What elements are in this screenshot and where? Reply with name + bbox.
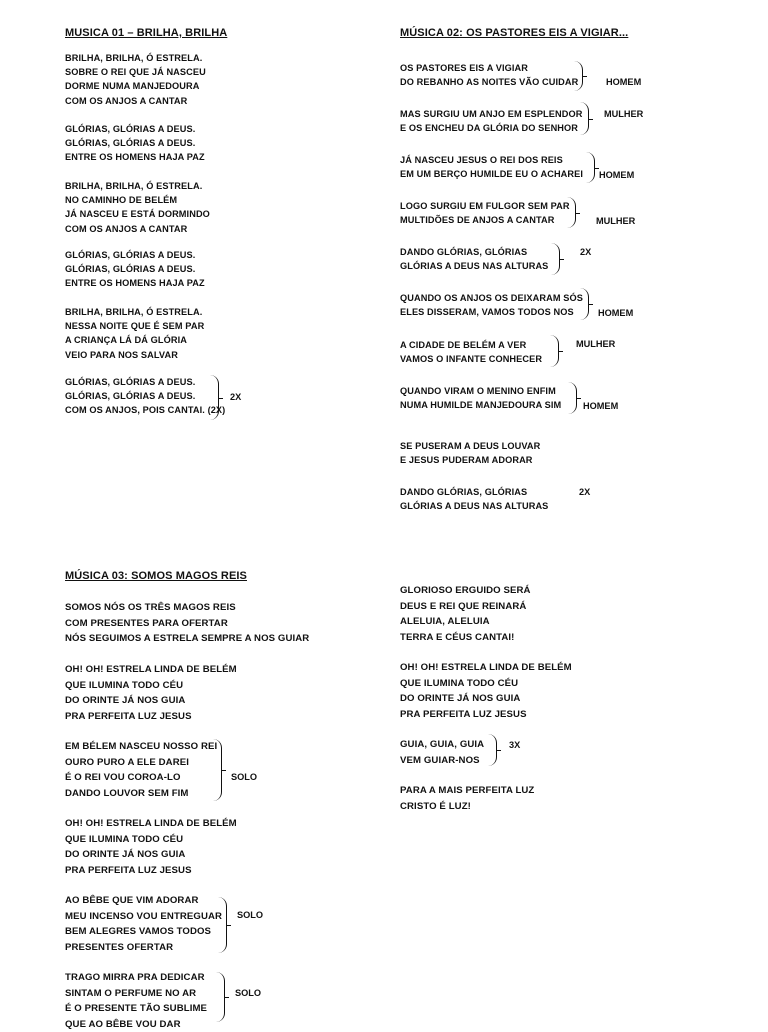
lyric-line: GUIA, GUIA, GUIA bbox=[400, 737, 484, 753]
lyric-line: PRA PERFEITA LUZ JESUS bbox=[65, 709, 237, 725]
lyric-line: LOGO SURGIU EM FULGOR SEM PAR bbox=[400, 199, 570, 213]
lyric-line: PRA PERFEITA LUZ JESUS bbox=[65, 863, 237, 879]
brace-icon bbox=[550, 335, 559, 367]
lyric-line: ENTRE OS HOMENS HAJA PAZ bbox=[65, 276, 205, 290]
voice-tag: HOMEM bbox=[599, 170, 634, 180]
lyric-line: GLORIOSO ERGUIDO SERÁ bbox=[400, 583, 531, 599]
lyric-line: EM BÉLEM NASCEU NOSSO REI bbox=[65, 739, 217, 755]
lyric-line: DO ORINTE JÁ NOS GUIA bbox=[400, 691, 572, 707]
lyric-line: PRA PERFEITA LUZ JESUS bbox=[400, 707, 572, 723]
song3-right-stanza-4 bbox=[400, 783, 534, 814]
lyric-line: A CRIANÇA LÁ DÁ GLÓRIA bbox=[65, 333, 204, 347]
lyric-line: GLÓRIAS, GLÓRIAS A DEUS. bbox=[65, 122, 205, 136]
lyric-line: MAS SURGIU UM ANJO EM ESPLENDOR bbox=[400, 107, 582, 121]
song2-stanza-7 bbox=[400, 338, 542, 366]
lyric-line: VEM GUIAR-NOS bbox=[400, 753, 484, 769]
song3-stanza-3 bbox=[65, 739, 217, 801]
lyric-line: ENTRE OS HOMENS HAJA PAZ bbox=[65, 150, 205, 164]
lyric-line: BRILHA, BRILHA, Ó ESTRELA. bbox=[65, 305, 204, 319]
lyric-line: JÁ NASCEU JESUS O REI DOS REIS bbox=[400, 153, 583, 167]
lyric-line: DORME NUMA MANJEDOURA bbox=[65, 79, 206, 93]
voice-tag: MULHER bbox=[596, 216, 635, 226]
voice-tag: HOMEM bbox=[598, 308, 633, 318]
lyric-line: ELES DISSERAM, VAMOS TODOS NOS bbox=[400, 305, 583, 319]
lyric-line: QUE ILUMINA TODO CÉU bbox=[400, 676, 572, 692]
lyric-line: E OS ENCHEU DA GLÓRIA DO SENHOR bbox=[400, 121, 582, 135]
brace-icon bbox=[213, 739, 222, 801]
repeat-tag: 2X bbox=[230, 392, 241, 402]
song1-stanza-1 bbox=[65, 51, 206, 108]
song3-right-stanza-2 bbox=[400, 660, 572, 722]
lyric-line: QUE ILUMINA TODO CÉU bbox=[65, 832, 237, 848]
lyric-line: OH! OH! ESTRELA LINDA DE BELÉM bbox=[65, 816, 237, 832]
song2-stanza-3 bbox=[400, 153, 583, 181]
voice-tag: SOLO bbox=[237, 910, 263, 920]
lyric-line: VEIO PARA NOS SALVAR bbox=[65, 348, 204, 362]
lyric-line: GLÓRIAS, GLÓRIAS A DEUS. bbox=[65, 375, 225, 389]
lyric-line: GLÓRIAS A DEUS NAS ALTURAS bbox=[400, 499, 548, 513]
song3-stanza-6 bbox=[65, 970, 207, 1032]
song1-stanza-5 bbox=[65, 305, 204, 362]
lyric-line: ALELUIA, ALELUIA bbox=[400, 614, 531, 630]
lyric-line: SOMOS NÓS OS TRÊS MAGOS REIS bbox=[65, 600, 309, 616]
song2-title: MÚSICA 02: OS PASTORES EIS A VIGIAR... bbox=[400, 27, 628, 39]
voice-tag: MULHER bbox=[576, 339, 615, 349]
lyric-line: OH! OH! ESTRELA LINDA DE BELÉM bbox=[400, 660, 572, 676]
voice-tag: HOMEM bbox=[606, 77, 641, 87]
song3-stanza-5 bbox=[65, 893, 222, 955]
lyric-line: QUE ILUMINA TODO CÉU bbox=[65, 678, 237, 694]
voice-tag: HOMEM bbox=[583, 401, 618, 411]
lyric-line: MEU INCENSO VOU ENTREGUAR bbox=[65, 909, 222, 925]
lyric-line: BRILHA, BRILHA, Ó ESTRELA. bbox=[65, 179, 210, 193]
lyric-line: DANDO GLÓRIAS, GLÓRIAS bbox=[400, 245, 548, 259]
lyric-line: TRAGO MIRRA PRA DEDICAR bbox=[65, 970, 207, 986]
brace-icon bbox=[488, 734, 497, 766]
brace-icon bbox=[586, 152, 595, 183]
voice-tag: MULHER bbox=[604, 109, 643, 119]
brace-icon bbox=[580, 102, 589, 135]
lyric-line: MULTIDÕES DE ANJOS A CANTAR bbox=[400, 213, 570, 227]
lyric-line: É O REI VOU COROA-LO bbox=[65, 770, 217, 786]
lyric-line: DANDO LOUVOR SEM FIM bbox=[65, 786, 217, 802]
lyric-line: CRISTO É LUZ! bbox=[400, 799, 534, 815]
lyric-line: NO CAMINHO DE BELÉM bbox=[65, 193, 210, 207]
lyric-line: NESSA NOITE QUE É SEM PAR bbox=[65, 319, 204, 333]
song2-stanza-9 bbox=[400, 439, 540, 467]
brace-icon bbox=[574, 61, 583, 91]
lyric-line: PRESENTES OFERTAR bbox=[65, 940, 222, 956]
lyric-line: DO REBANHO AS NOITES VÃO CUIDAR bbox=[400, 75, 578, 89]
song2-stanza-2 bbox=[400, 107, 582, 135]
song3-right-stanza-3 bbox=[400, 737, 484, 768]
brace-icon bbox=[218, 897, 227, 953]
lyric-line: SE PUSERAM A DEUS LOUVAR bbox=[400, 439, 540, 453]
lyric-line: GLÓRIAS, GLÓRIAS A DEUS. bbox=[65, 262, 205, 276]
song1-stanza-3 bbox=[65, 179, 210, 236]
song1-stanza-4 bbox=[65, 248, 205, 291]
lyric-line: AO BÊBE QUE VIM ADORAR bbox=[65, 893, 222, 909]
song3-title: MÚSICA 03: SOMOS MAGOS REIS bbox=[65, 570, 247, 582]
lyric-line: OURO PURO A ELE DAREI bbox=[65, 755, 217, 771]
repeat-tag: 2X bbox=[580, 247, 591, 257]
lyric-line: QUANDO OS ANJOS OS DEIXARAM SÓS bbox=[400, 291, 583, 305]
lyric-line: COM OS ANJOS A CANTAR bbox=[65, 222, 210, 236]
lyric-line: DO ORINTE JÁ NOS GUIA bbox=[65, 693, 237, 709]
song1-stanza-6 bbox=[65, 375, 225, 418]
brace-icon bbox=[567, 197, 576, 228]
repeat-tag: 2X bbox=[579, 487, 590, 497]
lyric-line: GLÓRIAS A DEUS NAS ALTURAS bbox=[400, 259, 548, 273]
song2-stanza-6 bbox=[400, 291, 583, 319]
lyric-line: A CIDADE DE BELÉM A VER bbox=[400, 338, 542, 352]
lyric-line: PARA A MAIS PERFEITA LUZ bbox=[400, 783, 534, 799]
lyric-line: DANDO GLÓRIAS, GLÓRIAS bbox=[400, 485, 548, 499]
lyric-line: OS PASTORES EIS A VIGIAR bbox=[400, 61, 578, 75]
lyric-line: DO ORINTE JÁ NOS GUIA bbox=[65, 847, 237, 863]
voice-tag: SOLO bbox=[235, 988, 261, 998]
lyric-line: QUE AO BÊBE VOU DAR bbox=[65, 1017, 207, 1032]
lyric-line: É O PRESENTE TÃO SUBLIME bbox=[65, 1001, 207, 1017]
lyric-line: OH! OH! ESTRELA LINDA DE BELÉM bbox=[65, 662, 237, 678]
lyric-line: COM PRESENTES PARA OFERTAR bbox=[65, 616, 309, 632]
lyric-line: SOBRE O REI QUE JÁ NASCEU bbox=[65, 65, 206, 79]
song3-right-stanza-1 bbox=[400, 583, 531, 645]
lyric-line: E JESUS PUDERAM ADORAR bbox=[400, 453, 540, 467]
lyric-line: COM OS ANJOS A CANTAR bbox=[65, 94, 206, 108]
lyric-line: NÓS SEGUIMOS A ESTRELA SEMPRE A NOS GUIAR bbox=[65, 631, 309, 647]
lyric-line: BRILHA, BRILHA, Ó ESTRELA. bbox=[65, 51, 206, 65]
lyric-line: GLÓRIAS, GLÓRIAS A DEUS. bbox=[65, 389, 225, 403]
lyric-line: TERRA E CÉUS CANTAI! bbox=[400, 630, 531, 646]
song3-stanza-1 bbox=[65, 600, 309, 647]
lyric-line: VAMOS O INFANTE CONHECER bbox=[400, 352, 542, 366]
lyric-line: SINTAM O PERFUME NO AR bbox=[65, 986, 207, 1002]
lyric-line: GLÓRIAS, GLÓRIAS A DEUS. bbox=[65, 136, 205, 150]
brace-icon bbox=[216, 972, 225, 1022]
song1-stanza-2 bbox=[65, 122, 205, 165]
song2-stanza-10 bbox=[400, 485, 548, 513]
lyric-line: NUMA HUMILDE MANJEDOURA SIM bbox=[400, 398, 561, 412]
lyric-line: BEM ALEGRES VAMOS TODOS bbox=[65, 924, 222, 940]
song3-stanza-4 bbox=[65, 816, 237, 878]
song1-title: MUSICA 01 – BRILHA, BRILHA bbox=[65, 27, 227, 39]
brace-icon bbox=[568, 382, 577, 414]
lyric-line: QUANDO VIRAM O MENINO ENFIM bbox=[400, 384, 561, 398]
song2-stanza-5 bbox=[400, 245, 548, 273]
lyric-line: DEUS E REI QUE REINARÁ bbox=[400, 599, 531, 615]
song2-stanza-8 bbox=[400, 384, 561, 412]
brace-icon bbox=[580, 288, 589, 320]
lyric-line: GLÓRIAS, GLÓRIAS A DEUS. bbox=[65, 248, 205, 262]
voice-tag: SOLO bbox=[231, 772, 257, 782]
song3-stanza-2 bbox=[65, 662, 237, 724]
song2-stanza-4 bbox=[400, 199, 570, 227]
lyric-line: COM OS ANJOS, POIS CANTAI. (2X) bbox=[65, 403, 225, 417]
song2-stanza-1 bbox=[400, 61, 578, 89]
brace-icon bbox=[210, 375, 219, 420]
lyric-line: JÁ NASCEU E ESTÁ DORMINDO bbox=[65, 207, 210, 221]
brace-icon bbox=[551, 243, 560, 275]
lyric-line: EM UM BERÇO HUMILDE EU O ACHAREI bbox=[400, 167, 583, 181]
repeat-tag: 3X bbox=[509, 740, 520, 750]
